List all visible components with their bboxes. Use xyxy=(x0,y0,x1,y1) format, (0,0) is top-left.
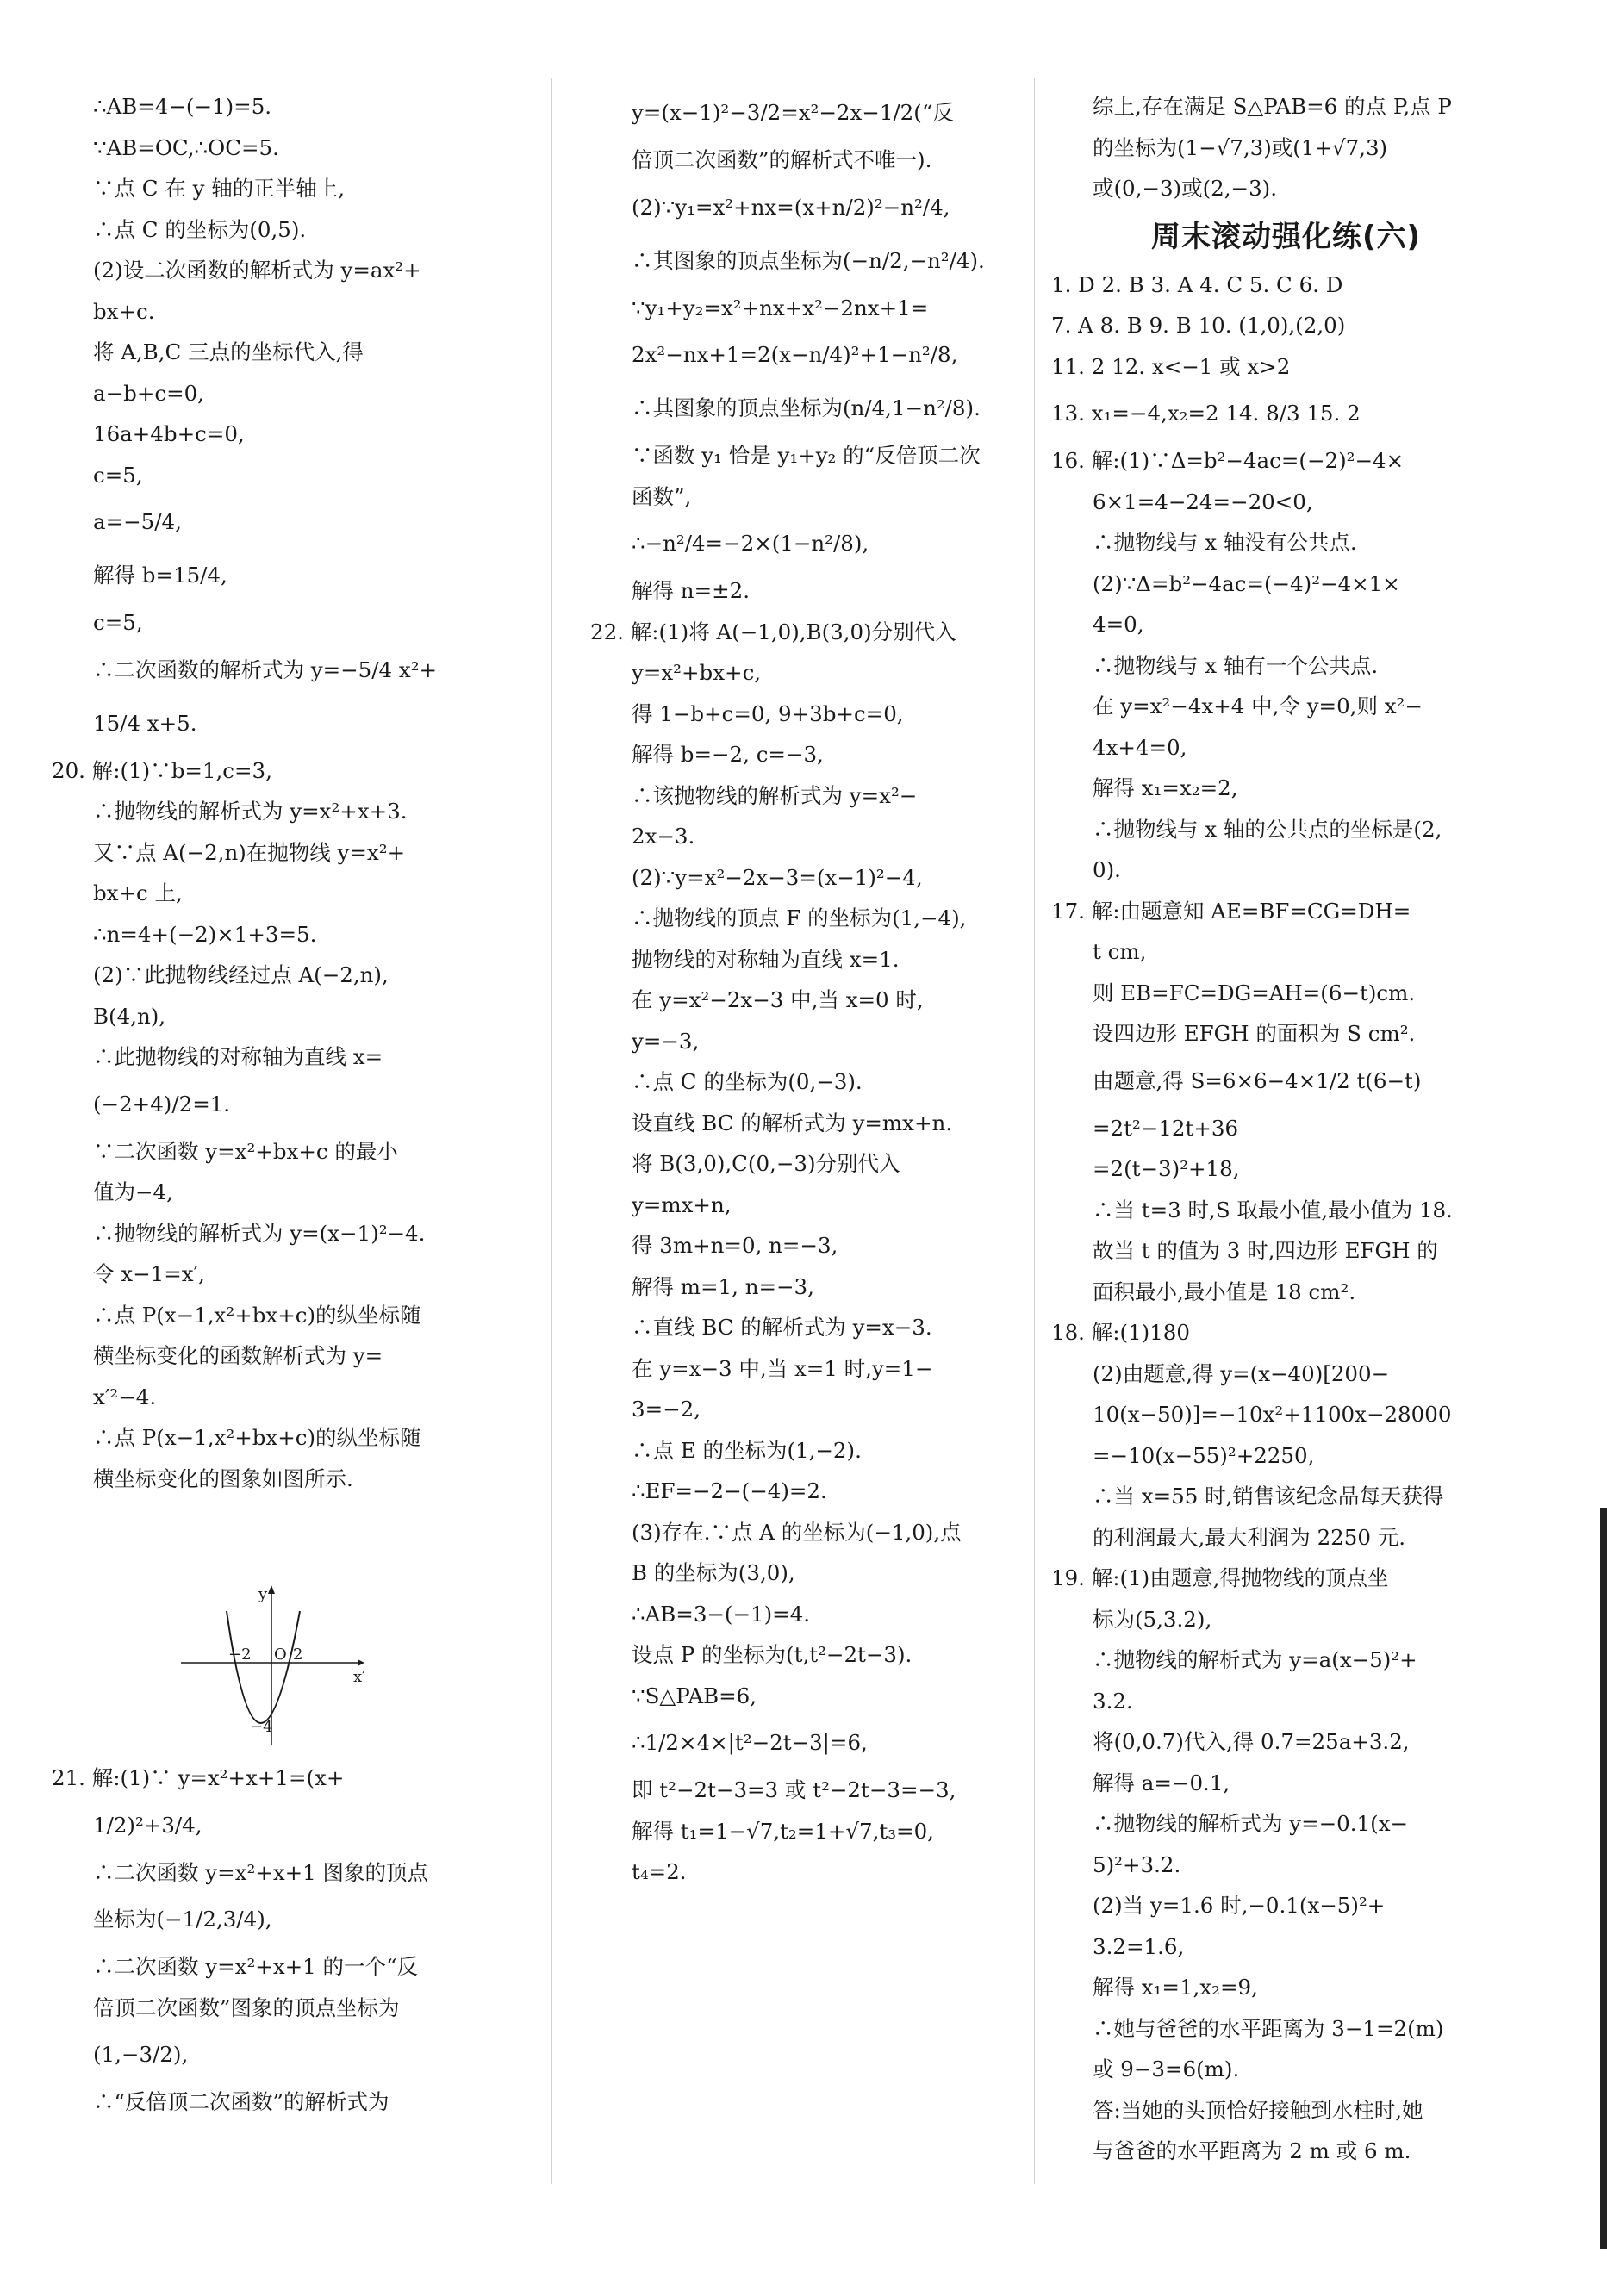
text-line: 设直线 BC 的解析式为 y=mx+n. xyxy=(632,1110,953,1136)
answers-block xyxy=(1051,264,1521,2172)
text-line: 2x²−nx+1=2(x−n/4)²+1−n²/8, xyxy=(632,342,958,367)
text-line: (2)由题意,得 y=(x−40)[200− xyxy=(1093,1360,1390,1386)
text-line: 倍顶二次函数”图象的顶点坐标为 xyxy=(93,1994,400,2020)
text-line: 19. 解:(1)由题意,得抛物线的顶点坐 xyxy=(1051,1565,1389,1590)
text-line: ∴二次函数的解析式为 y=−5/4 x²+ xyxy=(93,656,438,682)
text-line: a−b+c=0, xyxy=(93,380,204,406)
text-line: ∴点 P(x−1,x²+bx+c)的纵坐标随 xyxy=(93,1302,421,1328)
text-line: ∴抛物线与 x 轴没有公共点. xyxy=(1093,530,1357,555)
text-line: 6×1=4−24=−20<0, xyxy=(1093,488,1313,514)
text-line: 在 y=x−3 中,当 x=1 时,y=1− xyxy=(632,1355,933,1381)
text-line: 抛物线的对称轴为直线 x=1. xyxy=(632,946,900,972)
text-line: ∴EF=−2−(−4)=2. xyxy=(632,1478,827,1503)
text-line: ∴抛物线的解析式为 y=−0.1(x− xyxy=(1093,1811,1409,1836)
column-divider xyxy=(1034,78,1035,2184)
text-line: ∴直线 BC 的解析式为 y=x−3. xyxy=(632,1315,932,1340)
parabola-graph xyxy=(172,1577,371,1749)
x-axis-label: x′ xyxy=(353,1668,366,1686)
text-line: a=−5/4, xyxy=(93,509,182,534)
text-line: ∴该抛物线的解析式为 y=x²− xyxy=(632,782,918,808)
text-line: ∴二次函数 y=x²+x+1 图象的顶点 xyxy=(93,1859,429,1885)
text-line: 5)²+3.2. xyxy=(1093,1851,1181,1877)
text-line: ∵S△PAB=6, xyxy=(632,1683,757,1708)
text-line: (2)当 y=1.6 时,−0.1(x−5)²+ xyxy=(1093,1893,1386,1918)
text-line: 函数”, xyxy=(632,483,692,509)
text-line: 的利润最大,最大利润为 2250 元. xyxy=(1093,1524,1406,1550)
text-line: 16a+4b+c=0, xyxy=(93,421,245,446)
tick-label-neg2: −2 xyxy=(228,1646,252,1664)
text-line: 0). xyxy=(1093,857,1121,882)
conclusion-block xyxy=(1051,86,1521,209)
text-line: (2)∵Δ=b²−4ac=(−4)²−4×1× xyxy=(1093,570,1400,596)
text-line: ∴抛物线的顶点 F 的坐标为(1,−4), xyxy=(632,905,967,930)
text-line: (2)设二次函数的解析式为 y=ax²+ xyxy=(93,258,421,283)
text-line: 解得 n=±2. xyxy=(632,578,750,603)
text-line: ∴她与爸爸的水平距离为 3−1=2(m) xyxy=(1093,2015,1444,2041)
text-line: ∴其图象的顶点坐标为(n/4,1−n²/8). xyxy=(632,395,981,420)
text-line: (2)∵y₁=x²+nx=(x+n/2)²−n²/4, xyxy=(632,194,950,220)
text-line: ∵点 C 在 y 轴的正半轴上, xyxy=(93,176,346,201)
text-line: 2x−3. xyxy=(632,824,695,849)
text-line: ∴当 x=55 时,销售该纪念品每天获得 xyxy=(1093,1484,1444,1509)
text-line: 横坐标变化的函数解析式为 y= xyxy=(93,1343,383,1368)
text-line: 答:当她的头顶恰好接触到水柱时,她 xyxy=(1093,2097,1423,2123)
text-line: 倍顶二次函数”的解析式不唯一). xyxy=(632,147,932,172)
text-line: 设点 P 的坐标为(t,t²−2t−3). xyxy=(632,1642,913,1667)
column-divider xyxy=(551,78,552,2184)
origin-label: O xyxy=(274,1646,287,1664)
text-line: 标为(5,3.2), xyxy=(1093,1606,1212,1632)
y-axis-arrow xyxy=(268,1585,275,1594)
text-line: B 的坐标为(3,0), xyxy=(632,1560,795,1585)
text-line: 或 9−3=6(m). xyxy=(1093,2056,1240,2081)
text-line: 得 1−b+c=0, 9+3b+c=0, xyxy=(632,700,904,726)
text-line: 15/4 x+5. xyxy=(93,710,197,736)
page-edge-mark xyxy=(1600,1508,1607,2249)
text-line: 16. 解:(1)∵Δ=b²−4ac=(−2)²−4× xyxy=(1051,448,1405,473)
text-line: 解得 a=−0.1, xyxy=(1093,1770,1230,1795)
text-line: 将 A,B,C 三点的坐标代入,得 xyxy=(93,339,364,364)
text-line: c=5, xyxy=(93,610,143,635)
text-line: ∴其图象的顶点坐标为(−n/2,−n²/4). xyxy=(632,247,985,273)
text-line: 设四边形 EFGH 的面积为 S cm². xyxy=(1093,1021,1416,1046)
text-line: (2)∵此抛物线经过点 A(−2,n), xyxy=(93,962,389,987)
text-line: 故当 t 的值为 3 时,四边形 EFGH 的 xyxy=(1093,1238,1438,1263)
text-line: y=−3, xyxy=(632,1028,700,1054)
text-line: ∴抛物线的解析式为 y=(x−1)²−4. xyxy=(93,1220,426,1246)
text-line: 11. 2 12. x<−1 或 x>2 xyxy=(1051,353,1291,379)
text-line: (1,−3/2), xyxy=(93,2042,189,2067)
text-line: ∴点 C 的坐标为(0,5). xyxy=(93,216,307,242)
text-line: ∴点 P(x−1,x²+bx+c)的纵坐标随 xyxy=(93,1425,421,1450)
text-line: 1. D 2. B 3. A 4. C 5. C 6. D xyxy=(1051,271,1343,297)
text-line: 在 y=x²−4x+4 中,令 y=0,则 x²− xyxy=(1093,694,1423,719)
text-line: ∴1/2×4×|t²−2t−3|=6, xyxy=(632,1730,868,1755)
text-line: =2(t−3)²+18, xyxy=(1093,1156,1240,1181)
text-line: 10(x−50)]=−10x²+1100x−28000 xyxy=(1093,1402,1452,1427)
text-line: ∴二次函数 y=x²+x+1 的一个“反 xyxy=(93,1954,419,1979)
text-line: x′²−4. xyxy=(93,1384,157,1409)
text-line: ∴“反倍顶二次函数”的解析式为 xyxy=(93,2089,389,2114)
text-line: 解得 t₁=1−√7,t₂=1+√7,t₃=0, xyxy=(632,1818,934,1844)
text-line: 与爸爸的水平距离为 2 m 或 6 m. xyxy=(1093,2138,1411,2163)
text-line: ∵y₁+y₂=x²+nx+x²−2nx+1= xyxy=(632,295,929,320)
parabola-curve xyxy=(227,1611,303,1723)
text-line: bx+c 上, xyxy=(93,880,183,905)
text-line: y=(x−1)²−3/2=x²−2x−1/2(“反 xyxy=(632,100,954,125)
text-line: 4x+4=0, xyxy=(1093,734,1187,760)
text-line: ∴AB=4−(−1)=5. xyxy=(93,94,272,119)
text-line: ∴当 t=3 时,S 取最小值,最小值为 18. xyxy=(1093,1197,1453,1223)
text-line: ∴抛物线与 x 轴的公共点的坐标是(2, xyxy=(1093,816,1442,842)
text-line: 20. 解:(1)∵b=1,c=3, xyxy=(52,757,272,783)
text-line: 13. x₁=−4,x₂=2 14. 8/3 15. 2 xyxy=(1051,401,1361,426)
text-line: 的坐标为(1−√7,3)或(1+√7,3) xyxy=(1093,134,1388,160)
text-line: 值为−4, xyxy=(93,1179,173,1204)
text-line: =−10(x−55)²+2250, xyxy=(1093,1442,1315,1468)
middle-column xyxy=(590,86,1021,1893)
text-line: ∴抛物线与 x 轴有一个公共点. xyxy=(1093,652,1379,678)
left-column xyxy=(52,86,491,1499)
text-line: 21. 解:(1)∵ y=x²+x+1=(x+ xyxy=(52,1765,345,1790)
text-line: t₄=2. xyxy=(632,1859,687,1884)
text-line: ∴抛物线的解析式为 y=x²+x+3. xyxy=(93,799,408,824)
text-line: bx+c. xyxy=(93,298,155,324)
text-line: 解得 x₁=x₂=2, xyxy=(1093,775,1238,800)
text-line: B(4,n), xyxy=(93,1003,166,1029)
text-line: 将(0,0.7)代入,得 0.7=25a+3.2, xyxy=(1093,1729,1410,1754)
text-line: 令 x−1=x′, xyxy=(93,1261,205,1286)
text-line: 综上,存在满足 S△PAB=6 的点 P,点 P xyxy=(1093,94,1452,119)
text-line: y=mx+n, xyxy=(632,1192,732,1217)
text-line: 3.2. xyxy=(1093,1688,1133,1714)
text-line: 7. A 8. B 9. B 10. (1,0),(2,0) xyxy=(1051,313,1346,338)
text-line: 则 EB=FC=DG=AH=(6−t)cm. xyxy=(1093,980,1416,1005)
text-line: ∵AB=OC,∴OC=5. xyxy=(93,134,279,160)
text-line: =2t²−12t+36 xyxy=(1093,1115,1239,1141)
right-column xyxy=(1051,86,1521,2172)
text-line: 由题意,得 S=6×6−4×1/2 t(6−t) xyxy=(1093,1067,1422,1093)
text-line: 1/2)²+3/4, xyxy=(93,1812,202,1838)
text-line: 3=−2, xyxy=(632,1397,701,1422)
text-line: 在 y=x²−2x−3 中,当 x=0 时, xyxy=(632,987,924,1012)
text-line: 3.2=1.6, xyxy=(1093,1933,1185,1959)
text-line: (−2+4)/2=1. xyxy=(93,1091,231,1117)
text-line: ∵函数 y₁ 恰是 y₁+y₂ 的“反倍顶二次 xyxy=(632,443,981,468)
text-line: ∴点 E 的坐标为(1,−2). xyxy=(632,1437,862,1463)
text-line: 解得 b=−2, c=−3, xyxy=(632,742,824,767)
text-line: ∴AB=3−(−1)=4. xyxy=(632,1601,811,1627)
x-axis-arrow xyxy=(358,1659,364,1666)
text-line: 或(0,−3)或(2,−3). xyxy=(1093,176,1278,201)
text-line: 解得 b=15/4, xyxy=(93,563,227,588)
text-line: y=x²+bx+c, xyxy=(632,660,762,685)
text-line: c=5, xyxy=(93,462,143,488)
y-axis-label: y xyxy=(258,1585,268,1603)
text-line: ∴此抛物线的对称轴为直线 x= xyxy=(93,1044,383,1069)
tick-label-neg4: −4 xyxy=(250,1718,273,1736)
text-line: 将 B(3,0),C(0,−3)分别代入 xyxy=(632,1151,900,1176)
text-line: 4=0, xyxy=(1093,612,1144,637)
text-line: (2)∵y=x²−2x−3=(x−1)²−4, xyxy=(632,864,923,890)
tick-label-2: 2 xyxy=(293,1646,303,1664)
text-line: 即 t²−2t−3=3 或 t²−2t−3=−3, xyxy=(632,1777,956,1802)
text-line: 坐标为(−1/2,3/4), xyxy=(93,1907,272,1932)
text-line: 横坐标变化的图象如图所示. xyxy=(93,1465,353,1491)
text-line: 18. 解:(1)180 xyxy=(1051,1320,1190,1345)
text-line: t cm, xyxy=(1093,939,1147,964)
text-line: ∴抛物线的解析式为 y=a(x−5)²+ xyxy=(1093,1647,1417,1672)
text-line: 得 3m+n=0, n=−3, xyxy=(632,1233,838,1258)
text-line: 解得 m=1, n=−3, xyxy=(632,1273,814,1299)
text-line: 解得 x₁=1,x₂=9, xyxy=(1093,1975,1258,2000)
text-line: 面积最小,最小值是 18 cm². xyxy=(1093,1279,1356,1304)
text-line: ∴−n²/4=−2×(1−n²/8), xyxy=(632,531,869,556)
text-line: (3)存在.∵点 A 的坐标为(−1,0),点 xyxy=(632,1519,962,1545)
section-title: 周末滚动强化练(六) xyxy=(1150,219,1422,254)
text-line: ∵二次函数 y=x²+bx+c 的最小 xyxy=(93,1138,398,1164)
text-line: 17. 解:由题意知 AE=BF=CG=DH= xyxy=(1051,898,1411,924)
text-line: 又∵点 A(−2,n)在抛物线 y=x²+ xyxy=(93,839,406,865)
text-line: ∴点 C 的坐标为(0,−3). xyxy=(632,1069,863,1094)
left-column-continued xyxy=(52,1758,491,2123)
text-line: 22. 解:(1)将 A(−1,0),B(3,0)分别代入 xyxy=(590,619,956,644)
text-line: ∴n=4+(−2)×1+3=5. xyxy=(93,921,317,947)
